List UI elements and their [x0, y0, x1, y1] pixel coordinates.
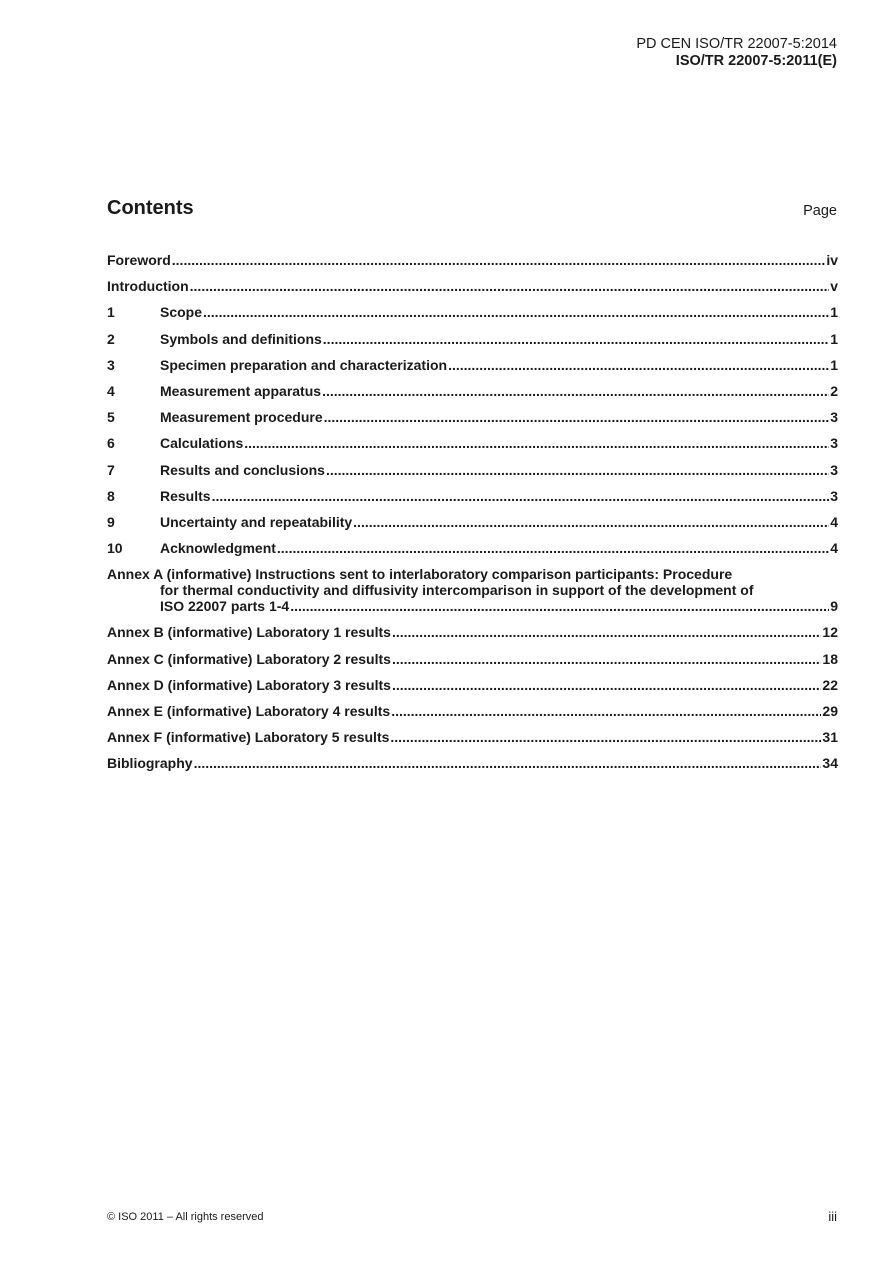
toc-entry-title-continued: ISO 22007 parts 1-4 [160, 598, 290, 615]
toc-entry-page: 29 [822, 703, 838, 719]
toc-entry[interactable] [107, 409, 838, 425]
toc-entry[interactable] [107, 624, 838, 640]
copyright-notice: © ISO 2011 – All rights reserved [107, 1211, 264, 1223]
dot-leader [277, 540, 829, 556]
dot-leader [190, 278, 830, 294]
toc-entry-title: Results [160, 487, 211, 504]
dot-leader [353, 514, 829, 530]
toc-entry-number: 7 [107, 461, 115, 478]
toc-entry-number: 1 [107, 304, 115, 321]
dot-leader [391, 703, 821, 719]
dot-leader [244, 435, 829, 451]
toc-entry-number: 8 [107, 487, 115, 504]
toc-entry-page: 2 [830, 382, 838, 399]
toc-entry-page: 4 [830, 540, 838, 557]
toc-entry-page: 3 [830, 435, 838, 452]
dot-leader [448, 357, 829, 373]
toc-entry[interactable] [107, 383, 838, 399]
dot-leader [323, 331, 829, 347]
toc-entry[interactable] [107, 435, 838, 451]
toc-entry-title: Introduction [107, 278, 189, 295]
document-id-header: PD CEN ISO/TR 22007-5:2014 [636, 36, 837, 52]
toc-entry-title: Calculations [160, 435, 244, 452]
contents-title: Contents [107, 197, 194, 219]
dot-leader [390, 729, 821, 745]
toc-entry-page: 3 [830, 487, 838, 504]
dot-leader [322, 383, 829, 399]
dot-leader [392, 677, 821, 693]
toc-entry-page: 18 [822, 650, 838, 667]
toc-entry-title: Scope [160, 304, 203, 321]
toc-entry-page: 1 [830, 304, 838, 321]
toc-entry-page: v [830, 278, 838, 295]
toc-entry-title: Results and conclusions [160, 461, 325, 478]
dot-leader [212, 488, 830, 504]
toc-entry[interactable] [107, 331, 838, 347]
toc-entry-page: 31 [822, 729, 838, 746]
toc-entry[interactable] [107, 488, 838, 504]
toc-entry-number: 2 [107, 330, 115, 347]
dot-leader [324, 409, 830, 425]
toc-entry[interactable] [107, 514, 838, 530]
toc-entry-page: 4 [830, 513, 838, 530]
dot-leader [326, 462, 829, 478]
toc-entry[interactable] [107, 462, 838, 478]
toc-entry-annex-a[interactable] [107, 566, 838, 614]
toc-entry-page: 12 [822, 624, 838, 641]
standard-id-header: ISO/TR 22007-5:2011(E) [675, 53, 837, 69]
toc-entry-number: 4 [107, 382, 115, 399]
toc-entry-title: Annex F (informative) Laboratory 5 results [107, 729, 390, 746]
toc-entry[interactable] [107, 755, 838, 771]
toc-entry-number: 10 [107, 540, 123, 557]
toc-entry-page: 22 [822, 676, 838, 693]
toc-entry-title: Annex A (informative) Instructions sent to interlaboratory comparison participants: Procedure [107, 566, 733, 583]
toc-entry[interactable] [107, 357, 838, 373]
toc-entry-title: Specimen preparation and characterization [160, 356, 448, 373]
toc-entry-title: Measurement apparatus [160, 382, 322, 399]
table-of-contents [107, 252, 838, 782]
toc-entry-number: 5 [107, 409, 115, 426]
toc-entry-title: Acknowledgment [160, 540, 276, 557]
toc-entry-page: 3 [830, 461, 838, 478]
toc-entry-number: 9 [107, 513, 115, 530]
toc-entry[interactable] [107, 703, 838, 719]
toc-entry-page: iv [826, 252, 838, 268]
toc-entry-title: Annex C (informative) Laboratory 2 results [107, 650, 391, 667]
toc-entry-title: Uncertainty and repeatability [160, 513, 353, 530]
page-column-label: Page [803, 203, 837, 219]
toc-entry-title: Annex E (informative) Laboratory 4 results [107, 703, 391, 719]
toc-entry-page: 34 [822, 755, 838, 772]
toc-entry-title-continued: for thermal conductivity and diffusivity intercomparison in support of the development of [160, 582, 754, 599]
toc-entry-title: Annex D (informative) Laboratory 3 results [107, 676, 391, 693]
toc-entry[interactable] [107, 252, 838, 268]
toc-entry[interactable] [107, 677, 838, 693]
toc-entry-page: 9 [830, 598, 838, 615]
dot-leader [172, 252, 826, 268]
toc-entry-title: Measurement procedure [160, 409, 323, 426]
dot-leader [290, 598, 829, 614]
toc-entry[interactable] [107, 278, 838, 294]
toc-entry-number: 3 [107, 356, 115, 373]
toc-entry-page: 1 [830, 330, 838, 347]
dot-leader [194, 755, 822, 771]
toc-entry[interactable] [107, 729, 838, 745]
toc-entry-page: 3 [830, 409, 838, 426]
dot-leader [392, 624, 821, 640]
toc-entry[interactable] [107, 540, 838, 556]
toc-entry[interactable] [107, 651, 838, 667]
page-number: iii [828, 1209, 837, 1224]
dot-leader [392, 651, 821, 667]
toc-entry-title: Foreword [107, 252, 171, 268]
toc-entry-title: Symbols and definitions [160, 330, 322, 347]
dot-leader [203, 304, 829, 320]
toc-entry[interactable] [107, 304, 838, 320]
toc-entry-title: Annex B (informative) Laboratory 1 results [107, 624, 391, 641]
toc-entry-page: 1 [830, 356, 838, 373]
toc-entry-number: 6 [107, 435, 115, 452]
toc-entry-title: Bibliography [107, 755, 193, 772]
